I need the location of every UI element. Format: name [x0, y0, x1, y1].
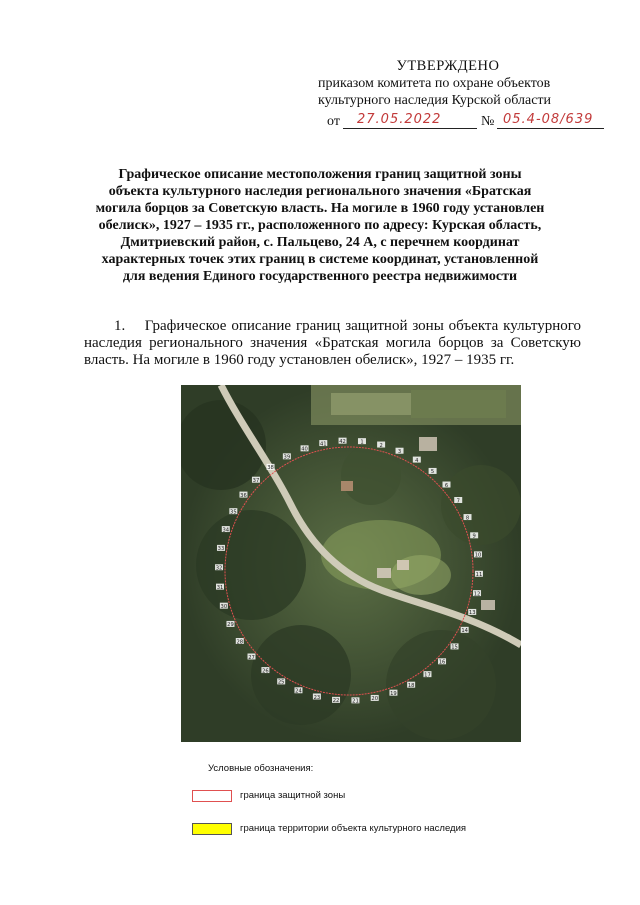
- boundary-point-label: 4: [415, 457, 419, 464]
- approval-line-1: приказом комитета по охране объектов: [318, 76, 551, 91]
- boundary-point-label: 1: [360, 439, 364, 446]
- boundary-point-label: 5: [430, 469, 435, 476]
- date-value: 27.05.2022: [357, 112, 442, 127]
- title-line: могила борцов за Советскую власть. На могиле в 1960 году установлен: [95, 201, 545, 216]
- boundary-point-label: 36: [240, 492, 247, 499]
- boundary-point-label: 11: [475, 572, 483, 579]
- tree-cluster: [386, 630, 496, 740]
- satellite-map: [181, 385, 521, 742]
- boundary-point-label: 21: [352, 698, 359, 705]
- map-svg: [181, 385, 521, 742]
- tree-cluster: [251, 625, 351, 725]
- legend-title: Условные обозначения:: [208, 763, 314, 774]
- boundary-point-label: 7: [456, 498, 460, 505]
- boundary-point-label: 33: [217, 546, 225, 553]
- zone-swatch-icon: [192, 790, 232, 802]
- boundary-point-label: 38: [267, 465, 274, 472]
- boundary-point-label: 18: [407, 682, 415, 689]
- boundary-point-label: 22: [332, 698, 340, 705]
- building: [419, 437, 437, 451]
- object-swatch-icon: [192, 823, 232, 835]
- boundary-point-label: 3: [397, 449, 402, 456]
- tree-cluster: [441, 465, 521, 545]
- boundary-point-label: 41: [319, 441, 327, 448]
- boundary-point-label: 9: [472, 533, 476, 540]
- boundary-point-label: 12: [473, 591, 481, 598]
- boundary-point-label: 10: [474, 552, 482, 559]
- boundary-point-label: 30: [220, 603, 228, 610]
- boundary-point-label: 14: [461, 628, 468, 635]
- title-line: Дмитриевский район, с. Пальцево, 24 А, с перечнем координат: [120, 235, 520, 250]
- boundary-point-label: 27: [248, 654, 255, 661]
- building: [397, 560, 409, 570]
- boundary-point-label: 8: [465, 515, 470, 522]
- number-underline: [497, 128, 604, 129]
- title-line: характерных точек этих границ в системе координат, установленной: [101, 252, 539, 267]
- approval-block: [318, 58, 618, 109]
- boundary-point-label: 15: [451, 644, 458, 651]
- boundary-point-label: 42: [339, 438, 346, 445]
- approval-heading: УТВЕРЖДЕНО: [396, 58, 500, 74]
- section-number: 1.: [114, 318, 126, 334]
- field-area: [411, 390, 506, 418]
- boundary-point-label: 6: [444, 482, 449, 489]
- boundary-point-label: 2: [379, 442, 383, 449]
- building: [481, 600, 495, 610]
- building: [341, 481, 353, 491]
- boundary-point-label: 17: [424, 672, 431, 679]
- section-1-paragraph: [84, 318, 581, 369]
- boundary-point-label: 16: [438, 659, 446, 666]
- boundary-point-label: 19: [390, 690, 397, 697]
- boundary-point-label: 31: [216, 584, 224, 591]
- boundary-point-label: 13: [468, 610, 476, 617]
- approval-line-2: культурного наследия Курской области: [318, 93, 552, 108]
- title-line: Графическое описание местоположения границ защитной зоны: [118, 167, 522, 182]
- field-area: [331, 393, 411, 415]
- boundary-point-label: 20: [371, 696, 379, 703]
- boundary-point-label: 25: [277, 679, 285, 686]
- tree-cluster: [196, 510, 306, 620]
- boundary-point-label: 26: [262, 668, 269, 675]
- boundary-point-label: 29: [227, 622, 234, 629]
- boundary-point-label: 23: [313, 694, 321, 701]
- boundary-point-label: 24: [295, 688, 302, 695]
- boundary-point-label: 34: [222, 527, 230, 534]
- legend-label: граница территории объекта культурного наследия: [240, 823, 467, 834]
- tree-cluster: [341, 442, 401, 505]
- document-title: [60, 166, 580, 285]
- building: [377, 568, 391, 578]
- date-prefix: от: [327, 114, 340, 129]
- boundary-point-label: 37: [252, 478, 260, 485]
- boundary-point-label: 39: [283, 454, 291, 461]
- title-line: обелиск», 1927 – 1935 гг., расположенного по адресу: Курская область,: [98, 218, 542, 233]
- legend-label: граница защитной зоны: [240, 790, 346, 801]
- section-text: Графическое описание границ защитной зоны объекта культурного наследия регионального значения «Братская могила борцов за Советскую власть. На могиле в 1960 году установлен обелиск», 1927 – 1935 гг.: [84, 318, 581, 368]
- number-prefix: №: [481, 114, 495, 129]
- date-underline: [343, 128, 477, 129]
- number-value: 05.4-08/639: [503, 112, 594, 127]
- boundary-point-label: 40: [301, 446, 308, 453]
- title-line: объекта культурного наследия регионального значения «Братская: [108, 184, 532, 199]
- boundary-point-label: 35: [230, 509, 237, 516]
- boundary-point-label: 28: [236, 639, 244, 646]
- boundary-point-label: 32: [215, 565, 223, 572]
- title-line: для ведения Единого государственного реестра недвижимости: [122, 269, 518, 284]
